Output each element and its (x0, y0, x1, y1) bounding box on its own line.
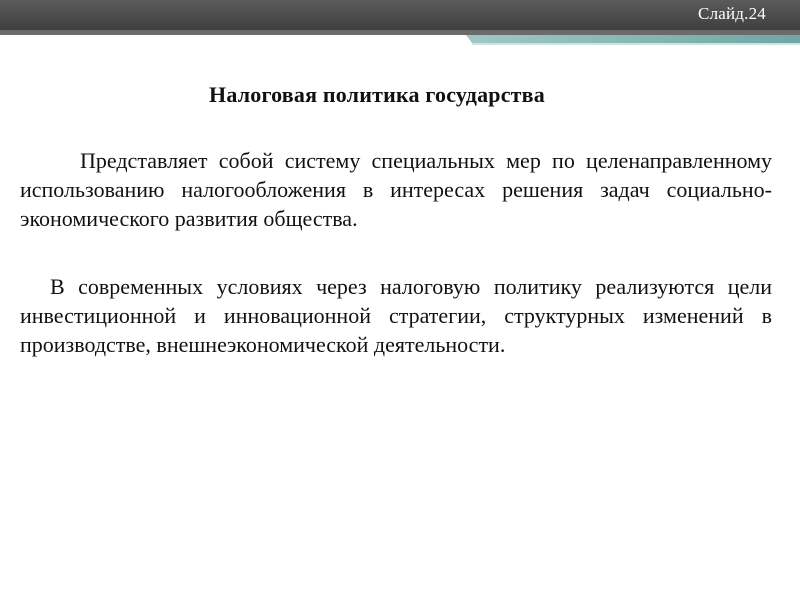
paragraph-modern-conditions: В современных условиях через налоговую политику реализуются цели инвестиционной и инновационной стратегии, структурных изменений в производстве, внешнеэкономической деятельности. (20, 274, 772, 357)
slide-title: Налоговая политика государства (209, 82, 545, 107)
slide-content (20, 82, 772, 359)
paragraph-definition: Представляет собой систему специальных мер по целенаправленному использованию налогообложения в интересах решения задач социально-экономического развития общества. (20, 148, 772, 231)
slide-number: Слайд.24 (698, 4, 766, 23)
accent-band (472, 35, 800, 43)
header-bar (0, 0, 800, 30)
accent-line (472, 43, 800, 45)
